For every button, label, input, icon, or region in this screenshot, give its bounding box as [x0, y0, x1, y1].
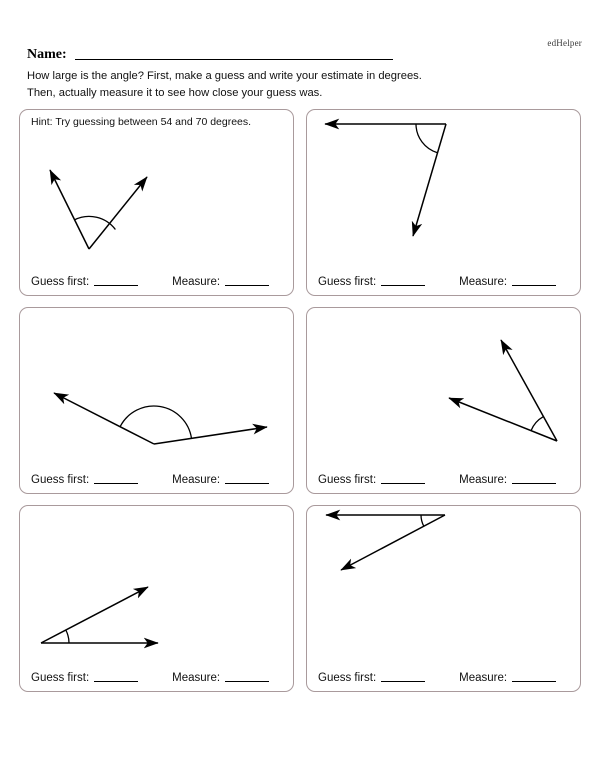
- answer-row-4: [318, 474, 573, 487]
- problem-box-4[interactable]: [306, 307, 581, 494]
- measure-label-5: Measure:: [172, 672, 221, 684]
- angle-arc-4: [531, 417, 543, 431]
- guess-label-2: Guess first:: [318, 276, 377, 288]
- angle-figure-4: [307, 308, 580, 493]
- answer-row-5: [31, 672, 286, 685]
- angle-rays-1: [50, 170, 147, 249]
- angle-rays-6: [326, 515, 445, 570]
- angle-arc-6: [421, 515, 424, 526]
- angle-arc-1: [74, 216, 115, 229]
- angle-arc-2: [416, 124, 437, 153]
- angle-arc-5: [66, 630, 69, 643]
- guess-input-line-4[interactable]: [381, 483, 425, 484]
- measure-label-6: Measure:: [459, 672, 508, 684]
- answer-row-6: [318, 672, 573, 685]
- guess-input-line-5[interactable]: [94, 681, 138, 682]
- answer-row-3: [31, 474, 286, 487]
- angle-rays-4: [449, 340, 557, 441]
- angle-rays-5: [41, 587, 158, 643]
- measure-input-line-3[interactable]: [225, 483, 269, 484]
- angle-figure-6: [307, 506, 580, 691]
- guess-label-4: Guess first:: [318, 474, 377, 486]
- measure-input-line-1[interactable]: [225, 285, 269, 286]
- measure-input-line-6[interactable]: [512, 681, 556, 682]
- angle-figure-5: [20, 506, 293, 691]
- angle-rays-2: [325, 124, 446, 236]
- angle-figure-2: [307, 110, 580, 295]
- edhelper-logo: edHelper: [547, 38, 582, 48]
- angle-rays-3: [54, 393, 267, 444]
- guess-input-line-3[interactable]: [94, 483, 138, 484]
- problem-box-5[interactable]: [19, 505, 294, 692]
- measure-input-line-2[interactable]: [512, 285, 556, 286]
- guess-label-6: Guess first:: [318, 672, 377, 684]
- measure-label-3: Measure:: [172, 474, 221, 486]
- measure-input-line-4[interactable]: [512, 483, 556, 484]
- measure-label-1: Measure:: [172, 276, 221, 288]
- guess-input-line-1[interactable]: [94, 285, 138, 286]
- guess-label-3: Guess first:: [31, 474, 90, 486]
- measure-input-line-5[interactable]: [225, 681, 269, 682]
- name-label: Name:: [27, 47, 67, 62]
- measure-label-2: Measure:: [459, 276, 508, 288]
- guess-input-line-6[interactable]: [381, 681, 425, 682]
- instruction-line-2: Then, actually measure it to see how close your guess was.: [27, 87, 323, 99]
- guess-label-1: Guess first:: [31, 276, 90, 288]
- angle-arc-3: [120, 406, 191, 438]
- problem-box-1[interactable]: [19, 109, 294, 296]
- problem-box-3[interactable]: [19, 307, 294, 494]
- problem-box-2[interactable]: [306, 109, 581, 296]
- guess-label-5: Guess first:: [31, 672, 90, 684]
- guess-input-line-2[interactable]: [381, 285, 425, 286]
- measure-label-4: Measure:: [459, 474, 508, 486]
- angle-figure-3: [20, 308, 293, 493]
- problem-box-6[interactable]: [306, 505, 581, 692]
- angle-figure-1: [20, 110, 293, 295]
- answer-row-1: [31, 276, 286, 289]
- answer-row-2: [318, 276, 573, 289]
- hint-text-1: Hint: Try guessing between 54 and 70 degrees.: [31, 116, 252, 128]
- instruction-line-1: How large is the angle? First, make a guess and write your estimate in degrees.: [27, 70, 422, 82]
